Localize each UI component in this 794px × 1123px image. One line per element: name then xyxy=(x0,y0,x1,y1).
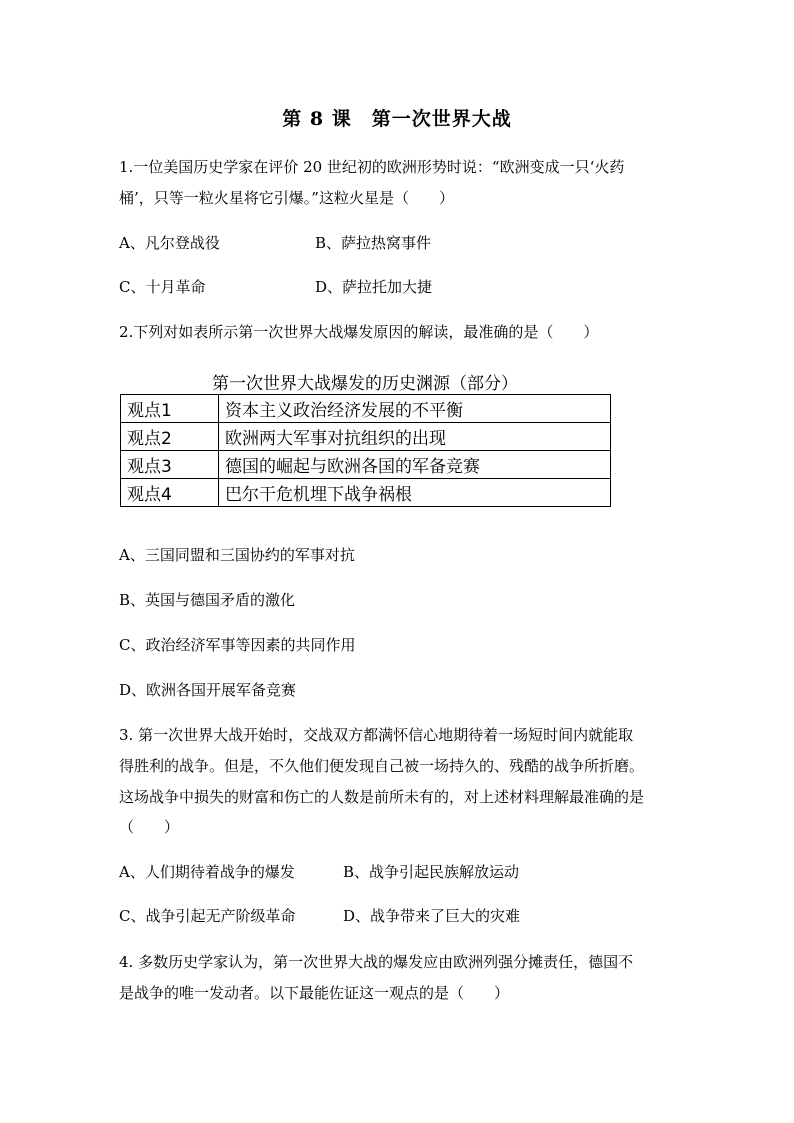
q3-line-2: 得胜利的战争。但是，不久他们便发现自己被一场持久的、残酷的战争所折磨。 xyxy=(119,757,645,775)
q2-line-1: 2.下列对如表所示第一次世界大战爆发原因的解读，最准确的是（ ） xyxy=(119,323,599,341)
table-cell-text: 欧洲两大军事对抗组织的出现 xyxy=(219,423,611,451)
q3-line-4: （ ） xyxy=(119,818,180,836)
q2-table-caption: 第一次世界大战爆发的历史渊源（部分） xyxy=(212,374,518,394)
q1-option-a: A、凡尔登战役 xyxy=(119,234,220,252)
q3-option-c: C、战争引起无产阶级革命 xyxy=(119,907,296,925)
q1-option-d: D、萨拉托加大捷 xyxy=(315,278,433,296)
q1-line-2: 桶’，只等一粒火星将它引爆。”这粒火星是（ ） xyxy=(119,189,454,207)
q3-line-1: 3. 第一次世界大战开始时，交战双方都满怀信心地期待着一场短时间内就能取 xyxy=(119,726,634,744)
table-cell-text: 巴尔干危机埋下战争祸根 xyxy=(219,479,611,507)
table-cell-text: 资本主义政治经济发展的不平衡 xyxy=(219,395,611,423)
q2-option-d: D、欧洲各国开展军备竞赛 xyxy=(119,681,297,699)
q3-line-3: 这场战争中损失的财富和伤亡的人数是前所未有的，对上述材料理解最准确的是 xyxy=(119,788,645,806)
q1-option-b: B、萨拉热窝事件 xyxy=(315,234,432,252)
q2-option-a: A、三国同盟和三国协约的军事对抗 xyxy=(119,546,355,564)
table-cell-text: 德国的崛起与欧洲各国的军备竞赛 xyxy=(219,451,611,479)
table-row xyxy=(121,479,611,507)
q3-option-b: B、战争引起民族解放运动 xyxy=(343,863,520,881)
q4-line-1: 4. 多数历史学家认为，第一次世界大战的爆发应由欧洲列强分摊责任，德国不 xyxy=(119,953,634,971)
table-row xyxy=(121,451,611,479)
table-cell-label: 观点2 xyxy=(121,423,219,451)
table-row xyxy=(121,423,611,451)
q2-source-table xyxy=(120,394,611,507)
page-title: 第 8 课 第一次世界大战 xyxy=(282,108,512,130)
q1-line-1: 1.一位美国历史学家在评价 20 世纪初的欧洲形势时说：“欧洲变成一只‘火药 xyxy=(119,158,625,176)
q3-option-d: D、战争带来了巨大的灾难 xyxy=(343,907,521,925)
q2-option-c: C、政治经济军事等因素的共同作用 xyxy=(119,636,356,654)
table-cell-label: 观点4 xyxy=(121,479,219,507)
q3-option-a: A、人们期待着战争的爆发 xyxy=(119,863,295,881)
q1-option-c: C、十月革命 xyxy=(119,278,206,296)
table-cell-label: 观点3 xyxy=(121,451,219,479)
q4-line-2: 是战争的唯一发动者。以下最能佐证这一观点的是（ ） xyxy=(119,984,510,1002)
table-row xyxy=(121,395,611,423)
q2-option-b: B、英国与德国矛盾的激化 xyxy=(119,591,296,609)
table-cell-label: 观点1 xyxy=(121,395,219,423)
